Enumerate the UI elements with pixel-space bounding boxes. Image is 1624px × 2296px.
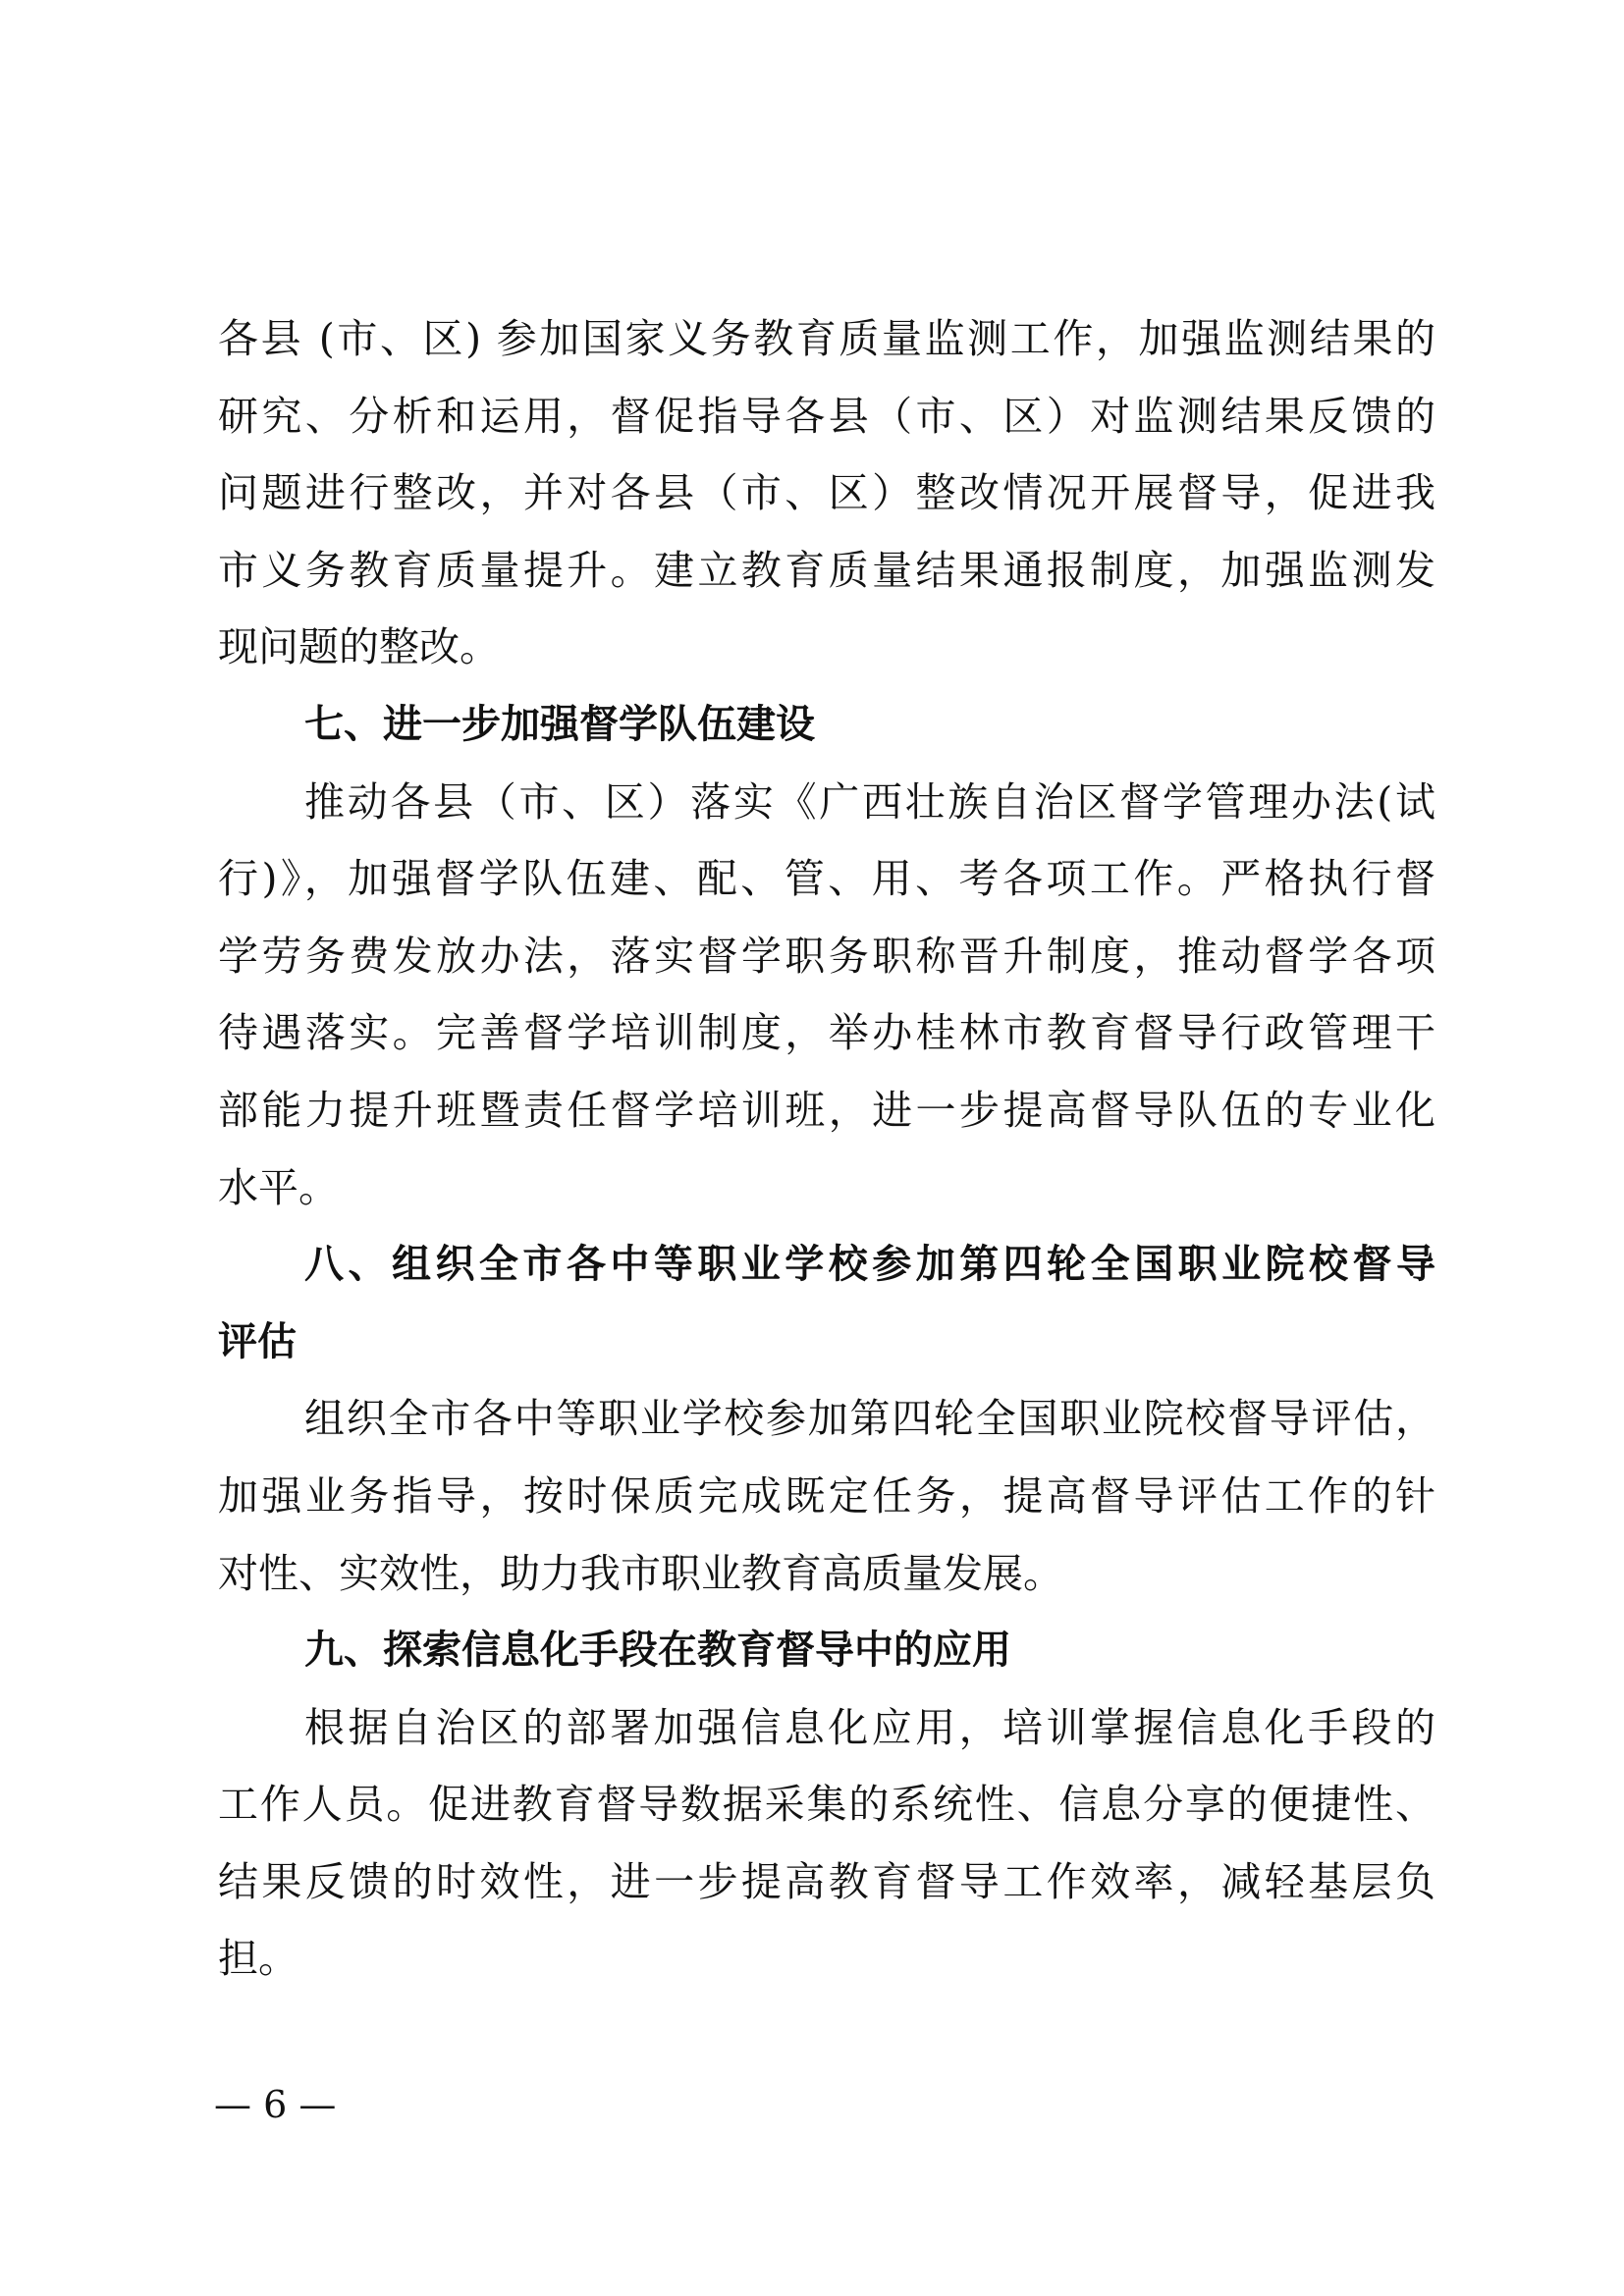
- heading-line: 七、进一步加强督学队伍建设: [304, 701, 815, 747]
- text-line: 担。: [218, 1935, 298, 1983]
- section-heading-8: [218, 1226, 1435, 1380]
- document-body: [218, 300, 1435, 1998]
- text-line: 市义务教育质量提升。建立教育质量结果通报制度，加强监测发: [218, 546, 1435, 594]
- text-line: 研究、分析和运用，督促指导各县（市、区）对监测结果反馈的: [218, 392, 1435, 440]
- text-line: 工作人员。促进教育督导数据采集的系统性、信息分享的便捷性、: [218, 1781, 1435, 1829]
- text-line: 加强业务指导，按时保质完成既定任务，提高督导评估工作的针: [218, 1471, 1435, 1520]
- text-line: 对性、实效性，助力我市职业教育高质量发展。: [218, 1549, 1063, 1597]
- text-line: 根据自治区的部署加强信息化应用，培训掌握信息化手段的: [304, 1703, 1435, 1751]
- paragraph-supervisor-team: [218, 764, 1435, 1227]
- text-line: 现问题的整改。: [218, 623, 500, 671]
- text-line: 部能力提升班暨责任督学培训班，进一步提高督导队伍的专业化: [218, 1086, 1435, 1134]
- text-line: 结果反馈的时效性，进一步提高教育督导工作效率，减轻基层负: [218, 1857, 1435, 1905]
- text-line: 行)》，加强督学队伍建、配、管、用、考各项工作。严格执行督: [218, 855, 1435, 903]
- heading-line: 评估: [218, 1318, 297, 1364]
- text-line: 水平。: [218, 1163, 339, 1211]
- paragraph-quality-monitoring: [218, 300, 1435, 686]
- text-line: 各县 (市、区) 参加国家义务教育质量监测工作，加强监测结果的: [218, 315, 1435, 362]
- text-line: 问题进行整改，并对各县（市、区）整改情况开展督导，促进我: [218, 469, 1435, 517]
- heading-line: 九、探索信息化手段在教育督导中的应用: [304, 1628, 1011, 1674]
- text-line: 组织全市各中等职业学校参加第四轮全国职业院校督导评估，: [304, 1395, 1435, 1443]
- text-line: 推动各县（市、区）落实《广西壮族自治区督学管理办法(试: [304, 777, 1435, 826]
- section-heading-7: [218, 686, 1435, 764]
- text-line: 学劳务费发放办法，落实督学职务职称晋升制度，推动督学各项: [218, 932, 1435, 980]
- paragraph-informatization: [218, 1689, 1435, 1998]
- text-line: 待遇落实。完善督学培训制度，举办桂林市教育督导行政管理干: [218, 1009, 1435, 1057]
- paragraph-vocational-evaluation: [218, 1380, 1435, 1612]
- page-number: — 6 —: [214, 2083, 337, 2126]
- heading-line: 八、组织全市各中等职业学校参加第四轮全国职业院校督导: [304, 1242, 1435, 1288]
- section-heading-9: [218, 1612, 1435, 1689]
